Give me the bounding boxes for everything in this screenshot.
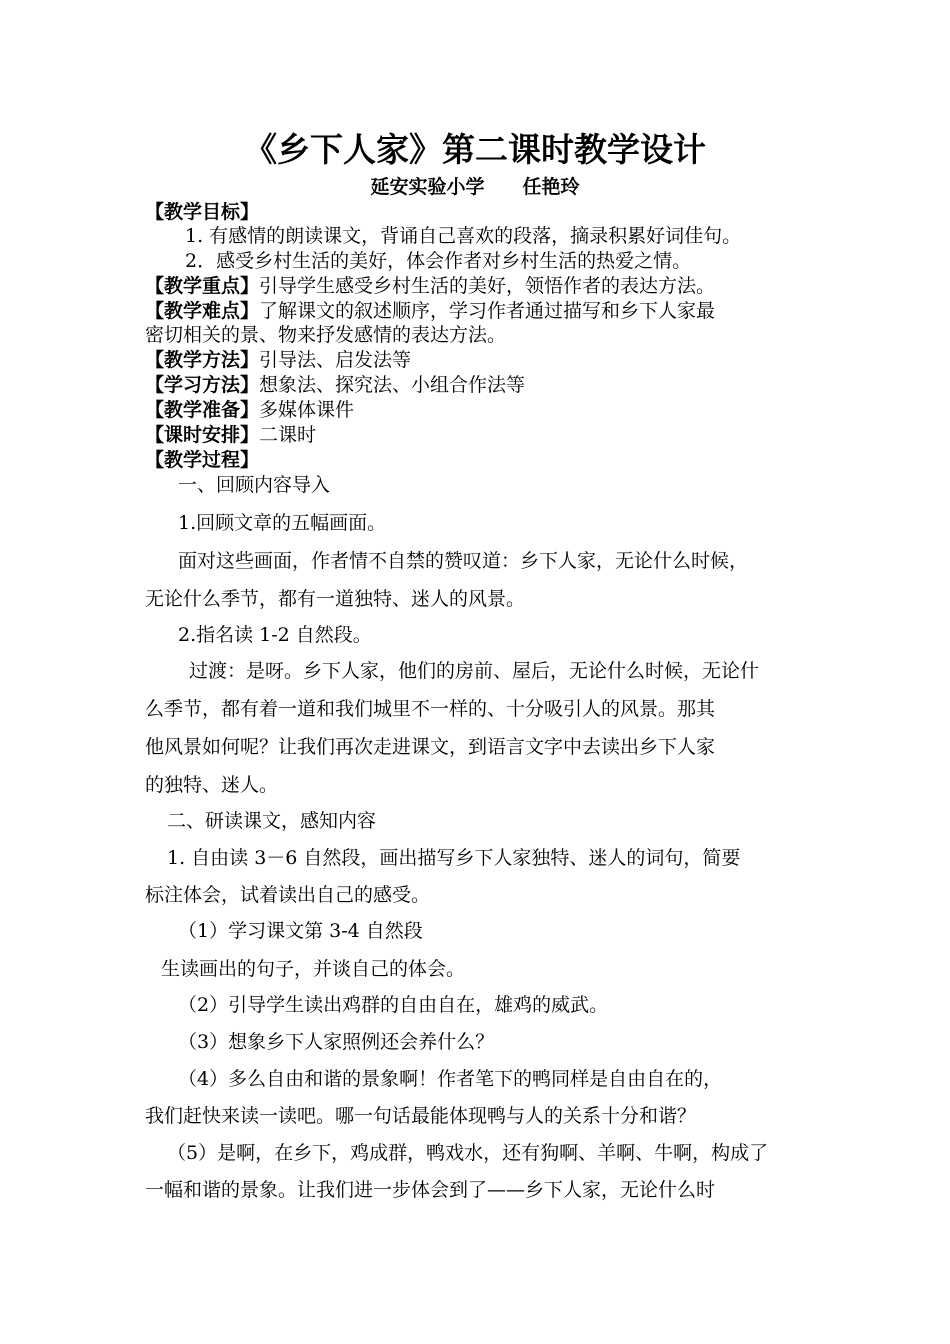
line-text: 过渡：是呀。乡下人家，他们的房前、屋后，无论什么时候，无论什	[189, 660, 760, 682]
line-text: 密切相关的景、物来抒发感情的表达方法。	[145, 324, 507, 346]
line-text: 无论什么季节，都有一道独特、迷人的风景。	[145, 588, 526, 610]
line-text: 的独特、迷人。	[145, 774, 279, 796]
line-text: 1. 自由读 3－6 自然段，画出描写乡下人家独特、迷人的词句，简要	[167, 847, 741, 869]
text-line	[145, 732, 715, 762]
text-line	[145, 423, 316, 447]
document-title: 《乡下人家》第二课时教学设计	[244, 130, 706, 169]
text-line	[145, 1064, 722, 1094]
section-label: 【学习方法】	[145, 374, 260, 396]
text-line	[145, 546, 748, 576]
text-line	[145, 843, 740, 873]
line-text: 1.回顾文章的五幅画面。	[178, 512, 387, 534]
text-line	[145, 274, 715, 298]
line-text: 我们赶快来读一读吧。哪一句话最能体现鸭与人的关系十分和谐？	[145, 1105, 697, 1127]
section-label: 【课时安排】	[145, 424, 260, 446]
text-line	[145, 448, 259, 472]
text-line	[145, 990, 608, 1020]
line-text: （3）想象乡下人家照例还会养什么？	[178, 1031, 495, 1053]
text-line	[145, 694, 715, 724]
line-text: 1. 有感情的朗读课文，背诵自己喜欢的段落，摘录积累好词佳句。	[185, 225, 742, 247]
line-text: （2）引导学生读出鸡群的自由自在，雄鸡的威武。	[178, 994, 609, 1016]
text-line	[145, 880, 430, 910]
line-text: 多媒体课件	[259, 399, 355, 421]
text-line	[145, 584, 525, 614]
line-text: 二、研读课文，感知内容	[167, 810, 377, 832]
line-text: 一、回顾内容导入	[178, 474, 331, 496]
line-text: 标注体会，试着读出自己的感受。	[145, 884, 431, 906]
line-text: 想象法、探究法、小组合作法等	[259, 374, 526, 396]
line-text: 生读画出的句子，并谈自己的体会。	[161, 958, 466, 980]
text-line	[145, 348, 411, 372]
text-line	[145, 1027, 494, 1057]
line-text: 2.指名读 1-2 自然段。	[178, 624, 372, 646]
text-line	[145, 770, 278, 800]
text-line	[145, 620, 372, 650]
line-text: （5）是啊，在乡下，鸡成群，鸭戏水，还有狗啊、羊啊、牛啊，构成了	[167, 1142, 769, 1164]
text-line	[145, 398, 354, 422]
line-text: （4）多么自由和谐的景象啊！作者笔下的鸭同样是自由自在的，	[178, 1068, 723, 1090]
text-line	[145, 954, 465, 984]
text-line	[145, 249, 691, 273]
text-line	[145, 323, 506, 347]
text-line	[145, 200, 259, 224]
line-text: 么季节，都有着一道和我们城里不一样的、十分吸引人的风景。那其	[145, 698, 716, 720]
section-label: 【教学重点】	[145, 275, 260, 297]
section-label: 【教学准备】	[145, 399, 260, 421]
text-line	[145, 916, 423, 946]
line-text: 2．感受乡村生活的美好，体会作者对乡村生活的热爱之情。	[185, 250, 692, 272]
line-text: 他风景如何呢？让我们再次走进课文，到语言文字中去读出乡下人家	[145, 736, 716, 758]
line-text: 面对这些画面，作者情不自禁的赞叹道：乡下人家，无论什么时候，	[178, 550, 749, 572]
section-label: 【教学方法】	[145, 349, 260, 371]
text-line	[145, 1138, 768, 1168]
line-text: 引导法、启发法等	[259, 349, 412, 371]
section-label: 【教学过程】	[145, 449, 260, 471]
line-text: （1）学习课文第 3-4 自然段	[178, 920, 423, 942]
section-label: 【教学难点】	[145, 300, 260, 322]
line-text: 一幅和谐的景象。让我们进一步体会到了——乡下人家，无论什么时	[145, 1179, 716, 1201]
text-line	[145, 373, 525, 397]
author-line: 延安实验小学 任艳玲	[370, 176, 580, 198]
section-label: 【教学目标】	[145, 201, 260, 223]
text-line	[145, 656, 759, 686]
text-line	[145, 224, 741, 248]
line-text: 引导学生感受乡村生活的美好，领悟作者的表达方法。	[259, 275, 716, 297]
line-text: 二课时	[259, 424, 317, 446]
text-line	[145, 470, 330, 500]
text-line	[145, 1175, 715, 1205]
text-line	[145, 508, 386, 538]
text-line	[145, 1101, 696, 1131]
text-line	[145, 806, 376, 836]
line-text: 了解课文的叙述顺序，学习作者通过描写和乡下人家最	[259, 300, 716, 322]
text-line	[145, 299, 715, 323]
